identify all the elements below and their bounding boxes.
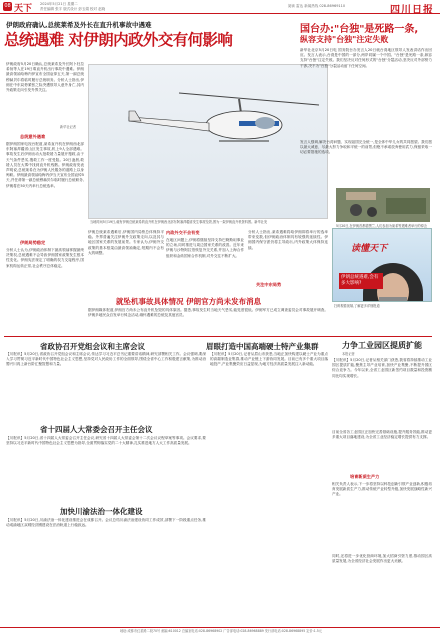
section-name: 天下 bbox=[14, 4, 33, 14]
right-text-2c: 相关负责人表示,下一步将坚持以科技创新引领产业创新,积极培育发展新质生产力,推动传统产业转型升级,加快发展战略性新兴产业。 bbox=[332, 482, 432, 497]
mid-headline: 就坠机事故具体情况 伊朗官方尚未发布消息 bbox=[116, 297, 262, 306]
right-author-2: 本报记者 bbox=[342, 352, 355, 356]
story-d-text: 【川报讯】5月20日,记者从眉山市获悉,当地正加快构建以硬士产业为重点的高端制造业集群,推动产业链上下游协同发展。目前已有多个重大项目落地投产,产业集聚效应日益显现,为地方经济高质量发展注入新动能。 bbox=[210, 352, 328, 367]
lead-kicker: 伊朗政府确认,总统莱希及外长在直升机事故中遇难 bbox=[6, 21, 152, 29]
portrait-beard bbox=[379, 297, 407, 302]
story-b-text: 【川报讯】5月20日,省十四届人大常委会召开主任会议,研究省十四届人大常委会第十二次会议议程草案等事项。会议要求,要坚持以习近平新时代中国特色社会主义思想为指导,全面贯彻落实党的二十大精神,扎实推进地方人大工作高质量发展。 bbox=[6, 436, 206, 446]
promo-caption: 扫码观看视频,了解更多详细报道 bbox=[334, 304, 380, 308]
col-b-text: 在地区问题上,伊朗将继续坚持支持巴勒斯坦事业的立场,同时推进与周边国家关系的改善。近年来伊朗与沙特阿拉伯恢复外交关系,并加入上海合作组织和金砖国家合作机制,对外交往不断扩大。 bbox=[166, 238, 244, 258]
header-meta-right: 阅读 雷达 新闻热线 028-86969110 bbox=[288, 4, 346, 8]
page-header bbox=[0, 0, 440, 14]
helicopter-photo bbox=[88, 64, 328, 219]
promo-subtitle: 伊朗总统遇难,会有多大影响? bbox=[339, 273, 383, 289]
promo-title: 读懂天下 bbox=[351, 244, 388, 254]
section1-body: 据伊朗国家电视台报道,莱希直升机在伊朗西北部东阿塞拜疆省山区发生事故,机上9人全部遇难。事故发生后伊朗出动大批救援力量展开搜救,由于天气条件恶劣,搜救工作一度受阻。20日凌晨,救援人员在大雾中找到直升机残骸。伊朗政府发表声明说,总统莱希在为伊朗人民服务的道路上以身殉职。伊朗最高领袖哈梅内伊当天宣布全国哀悼5天,并任命第一副总统穆赫贝尔临时履行总统职务,伊朗将在50天内举行总统选举。 bbox=[6, 142, 84, 188]
photo-caption: 当地时间5月19日,载有伊朗总统莱希的直升机在伊朗西北部东阿塞拜疆省发生事故坠毁,图为一架伊朗直升机资料图。新华社发 bbox=[90, 220, 268, 224]
right-sub-2: 培育新质生产力 bbox=[350, 474, 380, 479]
mourning-photo bbox=[336, 188, 430, 222]
helicopter-icon bbox=[89, 65, 329, 220]
lead-author: 新华社记者 bbox=[60, 125, 76, 129]
right-text-2d: 同时,还将进一步优化营商环境,加大招商引资力度,推动园区高质量发展,为全省经济社会发展作出更大贡献。 bbox=[332, 554, 432, 564]
grave-caption: 5月20日,在伊朗首都德黑兰,人们参加为莱希等遇难者举行的悼念 bbox=[336, 224, 427, 228]
page-footer: 地址:成都市红星路二段70号 邮编:610012 总编室电话:028-86968902 广告部电话:028-86968889 发行部电话:028-86968895 定价:1.5元 bbox=[0, 627, 440, 635]
col-a-text: 伊朗总统莱希遇难后,伊朗国内局势总体保持平稳。外界普遍关注伊朗外交政策走向,以及其与地区国家关系的发展前景。专家认为,伊朗外交政策的基本框架由最高领袖确定,短期内不会有大的调整。 bbox=[88, 230, 164, 255]
header-meta: 2024年5月21日 星期二 责任编辑 张宇 版式设计 彭玉娟 校对 赵晓 bbox=[40, 2, 106, 11]
section2-title: 伊朗局势稳定 bbox=[20, 240, 46, 245]
col-c-sub: 关注中东局势 bbox=[256, 282, 282, 287]
right-divider bbox=[332, 336, 432, 337]
col-b-sub: 内政外交不会有变 bbox=[166, 230, 200, 235]
right-text-2b: 目前全省各工业园区正加快完善基础设施,提升服务效能,推动更多重大项目落地建设,为全省工业经济稳定增长提供有力支撑。 bbox=[332, 430, 432, 440]
lead-intro: 伊朗政府5月20日确认,总统莱希及外长阿卜杜拉希扬等人在19日乘直升机出行事故中遇难。伊朗最高领袖哈梅内伊宣布全国哀悼五天,第一副总统穆赫贝尔将临时履行总统职务。分析人士指出,伊朗在中东局势紧张之际突遭领导人意外身亡,其内外政策走向引发外界关注。 bbox=[6, 62, 84, 93]
story-a-title: 省政协召开党组会议和主席会议 bbox=[40, 342, 145, 351]
lead-headline: 总统遇难 对伊朗内政外交有何影响 bbox=[4, 31, 233, 49]
right-title-1: 国台办:"台独"是死路一条, bbox=[300, 24, 419, 35]
section1-title: 总统意外遇难 bbox=[20, 134, 46, 139]
story-d-title: 眉眼打造中国高端硬士特产业集群 bbox=[206, 342, 319, 351]
story-c-title: 加快川渝法治一体化建设 bbox=[60, 507, 143, 516]
right-text-1b: 发言人强调,解决台湾问题、实现祖国完全统一,是全体中华儿女的共同愿望。我们愿以最大诚意、尽最大努力争取和平统一的前景,但绝不承诺放弃使用武力,保留采取一切必要措施的选项。 bbox=[300, 140, 432, 155]
col-c-text: 分析人士指出,莱希遇难将给伊朗即将举行的选举带来变数,但伊朗政治体制具有较强的延续性。伊朗国内保守派仍将主导政坛,内外政策大体保持连续。 bbox=[248, 230, 328, 250]
right-head-2: 力争工业园区提质扩能 bbox=[342, 341, 422, 350]
right-text-1: 新华社北京5月20日电 国务院台办发言人20日就台湾地区领导人发表讲话作出回应。发言人表示,台湾是中国的一部分,两岸同属一个中国。"台独"是死路一条,纵容支持"台独"注定失败。我们坚决反对任何形式的"台独"分裂活动,坚决反对外部势力干涉,决不为"台独"分裂活动留下任何空间。 bbox=[300, 48, 432, 68]
crowd-icon bbox=[336, 188, 430, 222]
newspaper-logo: 四川日报 bbox=[390, 5, 434, 16]
story-a-text: 【川报讯】5月20日,省政协召开党组会议和主席会议,传达学习习近平总书记重要讲话精神,研究部署相关工作。会议强调,要深入学习贯彻习近平新时代中国特色社会主义思想,坚持党对人民政协工作的全面领导,围绕全省中心工作积极建言献策,为推动治蜀兴川再上新台阶汇聚智慧和力量。 bbox=[6, 352, 206, 367]
promo-box[interactable] bbox=[332, 228, 432, 302]
section2-body: 分析人士认为,伊朗政治体制下最高领袖掌握最终决策权,总统遇难不会导致伊朗国家政策发生根本性变化。伊朗宪法规定了明确的权力交接程序,国家机构运转正常,社会秩序总体稳定。 bbox=[6, 248, 84, 268]
right-text-2: 【川报讯】5月20日,记者从相关部门获悉,我省将持续推动工业园区提质扩能,聚焦主导产业培育,加快产业集聚,不断提升园区综合竞争力。今年以来,全省工业园区新签约项目数量和投资额同比均实现增长。 bbox=[332, 358, 432, 378]
story-b-title: 省十四届人大常委会召开主任会议 bbox=[40, 425, 153, 434]
right-title-2: 纵容支持"台独"注定失败 bbox=[300, 35, 389, 44]
page-number: 08 bbox=[4, 3, 11, 9]
mid-text: 据伊朗媒体报道,伊朗官方尚未公布直升机坠毁的具体原因。据悉,事故发生时当地天气恶劣,能见度很低。伊朗军方已成立调查委员会对事故展开调查。伊朗多地民众自发举行悼念活动,缅怀遇难的总统及其他官员。 bbox=[88, 308, 328, 318]
story-c-text: 【川报讯】5月20日,川渝法治一体化建设推进会在成都召开。会议总结川渝法治建设协同工作成效,部署下一阶段重点任务,推动成渝地区双城经济圈建设在法治轨道上行稳致远。 bbox=[6, 518, 206, 528]
